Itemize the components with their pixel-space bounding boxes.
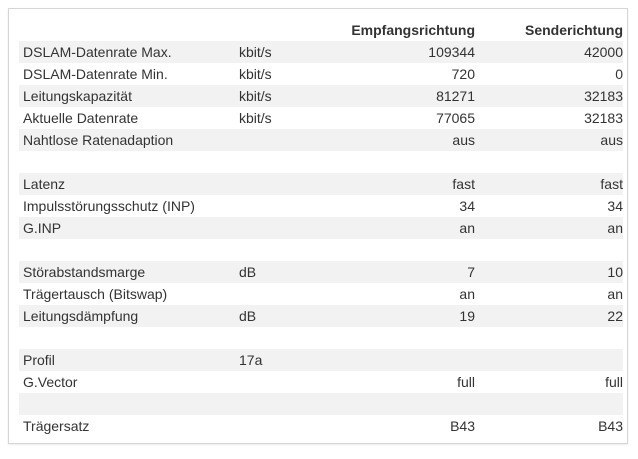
row-label xyxy=(19,239,235,261)
table-row xyxy=(19,63,623,85)
table-row xyxy=(19,41,623,63)
row-upstream-value: 0 xyxy=(615,66,623,82)
table-row xyxy=(19,195,623,217)
row-upstream-value: 42000 xyxy=(584,44,623,60)
row-unit xyxy=(235,371,339,393)
table-row xyxy=(19,371,623,393)
row-label: DSLAM-Datenrate Min. xyxy=(23,66,168,82)
row-upstream-value: an xyxy=(607,220,623,236)
table-row xyxy=(19,151,623,173)
row-label: Nahtlose Ratenadaption xyxy=(23,132,174,148)
row-label xyxy=(19,151,235,173)
row-label xyxy=(19,393,235,415)
row-label: Leitungsdämpfung xyxy=(23,308,139,324)
row-downstream-value: an xyxy=(459,286,475,302)
row-upstream-value xyxy=(479,327,623,349)
row-label: Impulsstörungsschutz (INP) xyxy=(23,198,195,214)
table-row xyxy=(19,327,623,349)
header-unit-cell xyxy=(235,19,339,41)
row-unit xyxy=(235,283,339,305)
row-upstream-value xyxy=(479,151,623,173)
row-unit xyxy=(235,239,339,261)
row-unit xyxy=(235,195,339,217)
row-upstream-value xyxy=(479,239,623,261)
table-row xyxy=(19,393,623,415)
row-unit xyxy=(235,173,339,195)
table-row xyxy=(19,107,623,129)
row-unit: kbit/s xyxy=(239,44,272,60)
table-row xyxy=(19,415,623,437)
row-unit: kbit/s xyxy=(239,88,272,104)
row-upstream-value: aus xyxy=(600,132,623,148)
row-unit: dB xyxy=(239,308,257,324)
row-upstream-value: fast xyxy=(600,176,623,192)
row-downstream-value: aus xyxy=(452,132,475,148)
row-downstream-value: 81271 xyxy=(436,88,475,104)
table-row xyxy=(19,349,623,371)
table-row xyxy=(19,283,623,305)
row-downstream-value: full xyxy=(457,374,475,390)
table-row xyxy=(19,239,623,261)
table-row xyxy=(19,85,623,107)
row-upstream-value: full xyxy=(605,374,623,390)
row-label: Trägersatz xyxy=(23,418,90,434)
row-unit: dB xyxy=(239,264,257,280)
row-label: Latenz xyxy=(23,176,66,192)
row-downstream-value: an xyxy=(459,220,475,236)
row-downstream-value: 34 xyxy=(459,198,475,214)
row-label: Aktuelle Datenrate xyxy=(23,110,139,126)
header-upstream: Senderichtung xyxy=(524,22,623,38)
row-upstream-value: 32183 xyxy=(584,110,623,126)
dsl-info-panel xyxy=(8,8,628,444)
row-downstream-value: fast xyxy=(452,176,475,192)
row-unit xyxy=(235,327,339,349)
row-downstream-value: 109344 xyxy=(428,44,475,60)
row-upstream-value: 32183 xyxy=(584,88,623,104)
row-label: Leitungskapazität xyxy=(23,88,132,104)
row-upstream-value: 22 xyxy=(607,308,623,324)
row-upstream-value: 34 xyxy=(607,198,623,214)
row-upstream-value: an xyxy=(607,286,623,302)
row-upstream-value: B43 xyxy=(598,418,623,434)
row-downstream-value: 19 xyxy=(459,308,475,324)
row-unit: 17a xyxy=(239,352,263,368)
table-row xyxy=(19,305,623,327)
row-unit xyxy=(235,415,339,437)
table-row xyxy=(19,261,623,283)
row-downstream-value xyxy=(339,327,479,349)
row-downstream-value xyxy=(339,349,479,371)
row-downstream-value xyxy=(339,239,479,261)
row-unit: kbit/s xyxy=(239,110,272,126)
row-downstream-value: 720 xyxy=(451,66,475,82)
row-label: G.INP xyxy=(23,220,62,236)
table-header-row xyxy=(19,19,623,41)
row-downstream-value: 7 xyxy=(467,264,475,280)
table-row xyxy=(19,129,623,151)
header-downstream: Empfangsrichtung xyxy=(351,22,475,38)
row-label: G.Vector xyxy=(23,374,78,390)
row-downstream-value: B43 xyxy=(450,418,475,434)
row-unit xyxy=(235,393,339,415)
table-row xyxy=(19,173,623,195)
row-unit: kbit/s xyxy=(239,66,272,82)
row-unit xyxy=(235,151,339,173)
row-unit xyxy=(235,129,339,151)
table-row xyxy=(19,217,623,239)
row-unit xyxy=(235,217,339,239)
row-label: Trägertausch (Bitswap) xyxy=(23,286,168,302)
row-upstream-value: 10 xyxy=(607,264,623,280)
row-upstream-value xyxy=(479,393,623,415)
header-label-cell xyxy=(19,19,235,41)
row-upstream-value xyxy=(479,349,623,371)
row-label: DSLAM-Datenrate Max. xyxy=(23,44,172,60)
row-downstream-value xyxy=(339,393,479,415)
row-downstream-value: 77065 xyxy=(436,110,475,126)
dsl-info-table xyxy=(19,19,623,437)
row-downstream-value xyxy=(339,151,479,173)
row-label xyxy=(19,327,235,349)
row-label: Profil xyxy=(23,352,55,368)
row-label: Störabstandsmarge xyxy=(23,264,146,280)
